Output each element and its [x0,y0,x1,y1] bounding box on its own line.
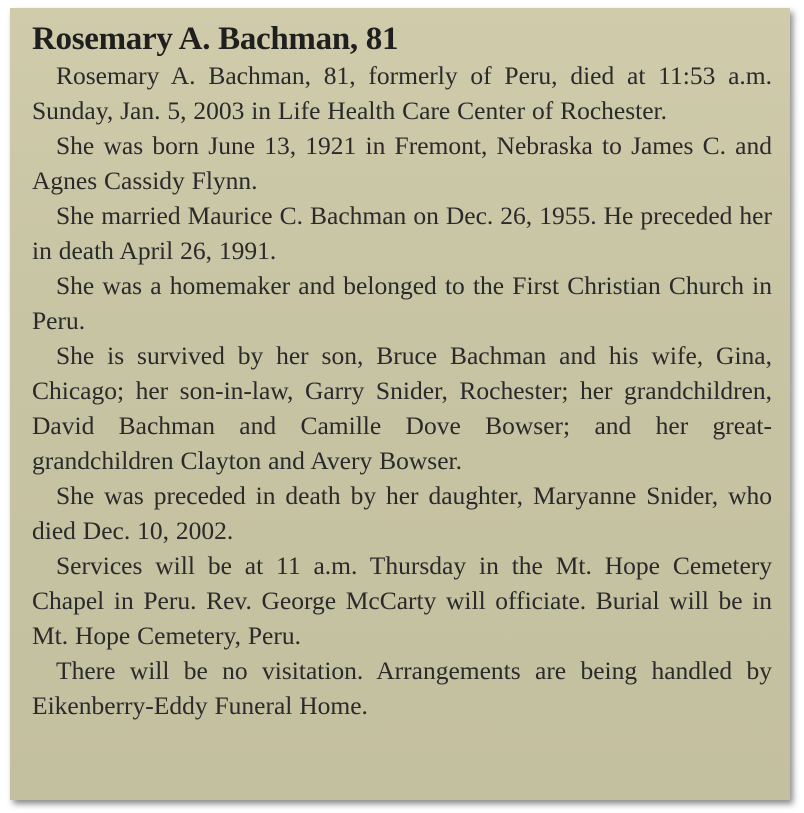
paragraph-birth: She was born June 13, 1921 in Fremont, Nebraska to James C. and Agnes Cassidy Flynn. [32,131,772,195]
newspaper-clipping [10,8,790,800]
paragraph-occupation: She was a homemaker and belonged to the First Christian Church in Peru. [32,271,772,335]
paragraph-survivors: She is survived by her son, Bruce Bachman and his wife, Gina, Chicago; her son-in-law, Garry Snider, Rochester; her grandchildren, David Bachman and Camille Dove Bowser; and her great-grandchildren Clayton and Avery Bowser. [32,341,772,475]
paragraph-death-notice: Rosemary A. Bachman, 81, formerly of Peru, died at 11:53 a.m. Sunday, Jan. 5, 2003 in Life Health Care Center of Rochester. [32,61,772,125]
paragraph-arrangements: There will be no visitation. Arrangements are being handled by Eikenberry-Eddy Funeral Home. [32,656,772,720]
paragraph-services: Services will be at 11 a.m. Thursday in the Mt. Hope Cemetery Chapel in Peru. Rev. George McCarty will officiate. Burial will be in Mt. Hope Cemetery, Peru. [32,551,772,650]
obituary-headline: Rosemary A. Bachman, 81 [32,21,399,57]
paragraph-preceded: She was preceded in death by her daughter, Maryanne Snider, who died Dec. 10, 2002. [32,481,772,545]
paragraph-marriage: She married Maurice C. Bachman on Dec. 26, 1955. He preceded her in death April 26, 1991. [32,201,772,265]
